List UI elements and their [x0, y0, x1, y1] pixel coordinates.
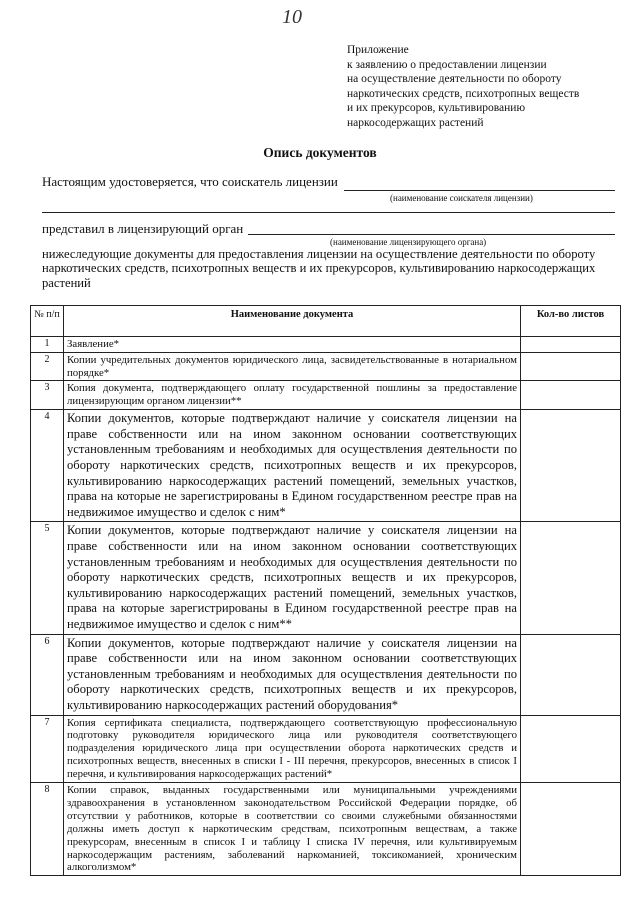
- intro-paragraph: нижеследующие документы для предоставления лицензии на осуществление деятельности по обороту наркотических средств, психотропных веществ и их прекурсоров, культивированию наркосодержащих растений: [42, 247, 596, 290]
- row-number: 1: [31, 337, 64, 353]
- document-title: Опись документов: [263, 145, 377, 160]
- applicant-name-field[interactable]: [344, 190, 615, 191]
- row-sheet-count[interactable]: [521, 783, 621, 876]
- row-document-name: Копии документов, которые подтверждают наличие у соискателя лицензии на праве собственности или на ином законном основании соответствующих установленным требованиям и необходимых для осуществления деятельности по обороту наркотических средств, психотропных веществ и их прекурсоров, культивированию наркосодержащих растений помещений, земельных участков, права на которые не зарегистрированы в Едином государственном реестре прав на недвижимое имущество и сделок с ним*: [64, 410, 521, 522]
- row-sheet-count[interactable]: [521, 715, 621, 783]
- authority-name-field[interactable]: [248, 234, 615, 235]
- row-sheet-count[interactable]: [521, 381, 621, 410]
- appendix-line: наркосодержащих растений: [347, 116, 484, 129]
- appendix-line: Приложение: [347, 44, 409, 56]
- header-sheet-count: Кол-во листов: [521, 306, 621, 337]
- documents-table: [30, 305, 621, 876]
- row-number: 8: [31, 783, 64, 876]
- row-sheet-count[interactable]: [521, 337, 621, 353]
- row-document-name: Копии учредительных документов юридического лица, засвидетельствованные в нотариальном порядке*: [64, 352, 521, 381]
- header-number: № п/п: [31, 306, 64, 337]
- row-document-name: Копии справок, выданных государственными или муниципальными учреждениями здравоохранения в установленном законодательством Российской Федерации порядке, об отсутствии у работников, которые в соответствии со своими служебными обязанностями должны иметь доступ к наркотическим средствам, психотропным веществам, а также прекурсорам, внесенным в список I и таблицу I списка IV перечня, или культивируемым наркосодержащим растениям, заболеваний наркоманией, токсикоманией, хроническим алкоголизмом*: [64, 783, 521, 876]
- header-document-name: Наименование документа: [64, 306, 521, 337]
- row-number: 2: [31, 352, 64, 381]
- table-row: [31, 522, 621, 634]
- row-document-name: Копия сертификата специалиста, подтверждающего соответствующую профессиональную подготовку руководителя юридического лица или руководителя соответствующего подразделения юридического лица при осуществлении оборота наркотических средств и психотропных веществ, внесенных в списки I - III перечня, прекурсоров, внесенных в список I перечня, и культивирования наркосодержащих растений*: [64, 715, 521, 783]
- appendix-line: к заявлению о предоставлении лицензии: [347, 58, 547, 71]
- row-number: 6: [31, 634, 64, 715]
- row-sheet-count[interactable]: [521, 634, 621, 715]
- row-document-name: Заявление*: [64, 337, 521, 353]
- table-row: [31, 783, 621, 876]
- row-sheet-count[interactable]: [521, 522, 621, 634]
- table-row: [31, 715, 621, 783]
- appendix-line: на осуществление деятельности по обороту: [347, 73, 562, 86]
- authority-caption: (наименование лицензирующего органа): [330, 237, 487, 247]
- row-number: 3: [31, 381, 64, 410]
- table-header-row: [31, 306, 621, 337]
- row-number: 4: [31, 410, 64, 522]
- row-document-name: Копии документов, которые подтверждают наличие у соискателя лицензии на праве собственности или на ином законном основании соответствующих установленным требованиям и необходимых для осуществления деятельности по обороту наркотических средств, психотропных веществ и их прекурсоров, культивированию наркосодержащих растений помещений, земельных участков, права на которые зарегистрированы в Едином государственной реестре прав на недвижимое имущество и сделок с ним**: [64, 522, 521, 634]
- table-row: [31, 381, 621, 410]
- row-number: 5: [31, 522, 64, 634]
- row-document-name: Копии документов, которые подтверждают наличие у соискателя лицензии на праве собственности или на ином законном основании соответствующих установленным требованиям и необходимых для осуществления деятельности по обороту наркотических средств, психотропных веществ и их прекурсоров, культивированию наркосодержащих растений оборудования*: [64, 634, 521, 715]
- applicant-name-field-continued[interactable]: [42, 212, 615, 213]
- table-row: [31, 410, 621, 522]
- submitted-text: представил в лицензирующий орган: [42, 221, 244, 236]
- table-row: [31, 634, 621, 715]
- page-number: 10: [282, 6, 302, 28]
- row-number: 7: [31, 715, 64, 783]
- row-document-name: Копия документа, подтверждающего оплату государственной пошлины за предоставление лицензирующим органом лицензии**: [64, 381, 521, 410]
- appendix-line: наркотических средств, психотропных веществ: [347, 87, 580, 100]
- appendix-note: [347, 43, 617, 131]
- appendix-line: и их прекурсоров, культивированию: [347, 102, 526, 115]
- certify-text: Настоящим удостоверяется, что соискатель лицензии: [42, 174, 338, 189]
- applicant-caption: (наименование соискателя лицензии): [390, 193, 533, 203]
- table-row: [31, 337, 621, 353]
- row-sheet-count[interactable]: [521, 352, 621, 381]
- row-sheet-count[interactable]: [521, 410, 621, 522]
- table-row: [31, 352, 621, 381]
